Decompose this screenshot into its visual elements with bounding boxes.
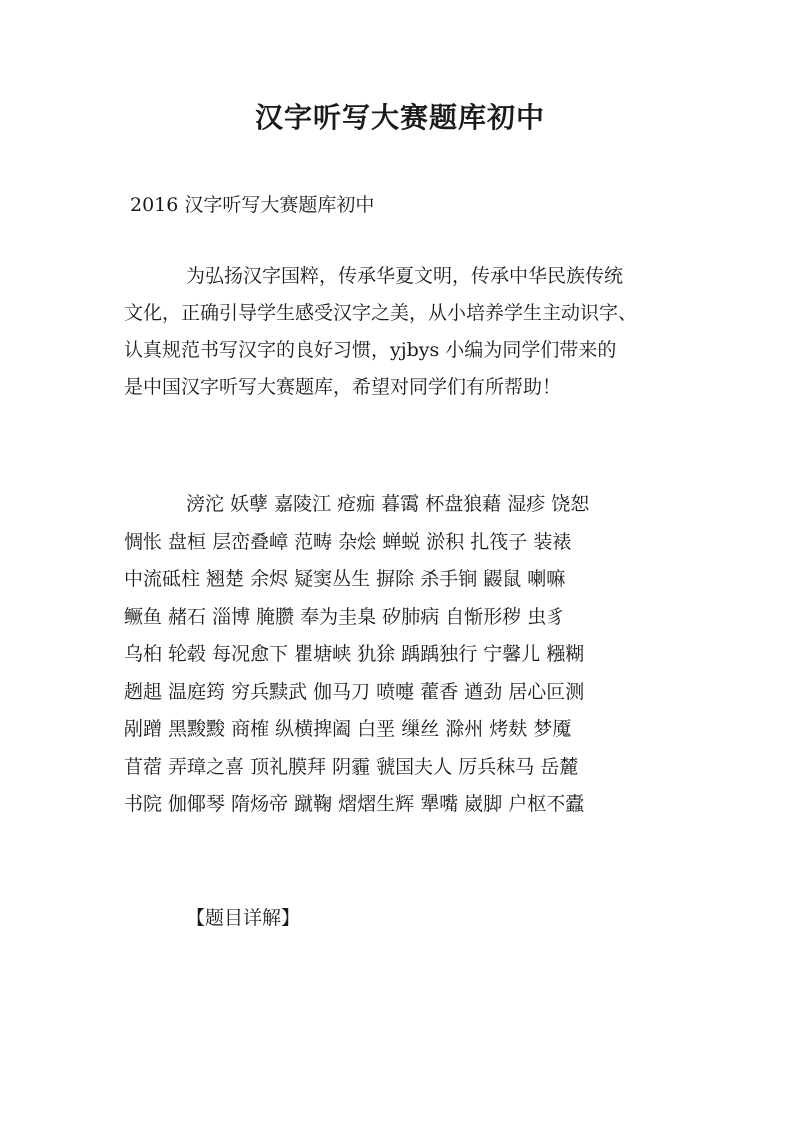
document-title: 汉字听写大赛题库初中 xyxy=(254,101,545,134)
word-line: 中流砥柱 翘楚 余烬 疑窦丛生 摒除 杀手锏 鼹鼠 喇嘛 xyxy=(124,568,566,590)
intro-line: 为弘扬汉字国粹，传承华夏文明，传承中华民族传统 xyxy=(186,265,624,287)
word-line: 滂沱 妖孽 嘉陵江 疮痂 暮霭 杯盘狼藉 湿疹 饶恕 xyxy=(186,493,590,515)
word-line: 鳜鱼 赭石 淄博 腌臜 奉为圭臬 矽肺病 自惭形秽 虫豸 xyxy=(124,605,566,628)
word-line: 书院 伽倻琴 隋炀帝 蹴鞠 熠熠生辉 犟嘴 崴脚 户枢不蠹 xyxy=(124,793,585,815)
document-subtitle: 2016 汉字听写大赛题库初中 xyxy=(130,194,375,216)
word-line: 惆怅 盘桓 层峦叠嶂 范畴 杂烩 蝉蜕 淤积 扎筏子 装裱 xyxy=(124,530,572,553)
intro-line: 是中国汉字听写大赛题库，希望对同学们有所帮助！ xyxy=(124,376,562,398)
intro-paragraph xyxy=(124,258,684,406)
intro-line: 文化，正确引导学生感受汉字之美，从小培养学生主动识字、 xyxy=(124,302,638,324)
word-line: 苜蓿 弄璋之喜 顶礼膜拜 阴霾 虢国夫人 厉兵秣马 岳麓 xyxy=(124,755,579,778)
word-line: 乌桕 轮毂 每况愈下 瞿塘峡 犰狳 踽踽独行 宁馨儿 糨糊 xyxy=(124,643,585,665)
intro-line: 认真规范书写汉字的良好习惯，yjbys 小编为同学们带来的 xyxy=(124,339,617,361)
word-list-paragraph xyxy=(124,486,699,824)
word-line: 剐蹭 黑黢黢 商榷 纵横捭阖 白垩 缫丝 滁州 烤麸 梦魇 xyxy=(124,718,572,740)
section-heading: 【题目详解】 xyxy=(186,907,301,929)
word-line: 趔趄 温庭筠 穷兵黩武 伽马刀 喷嚏 藿香 遒劲 居心叵测 xyxy=(124,680,585,703)
